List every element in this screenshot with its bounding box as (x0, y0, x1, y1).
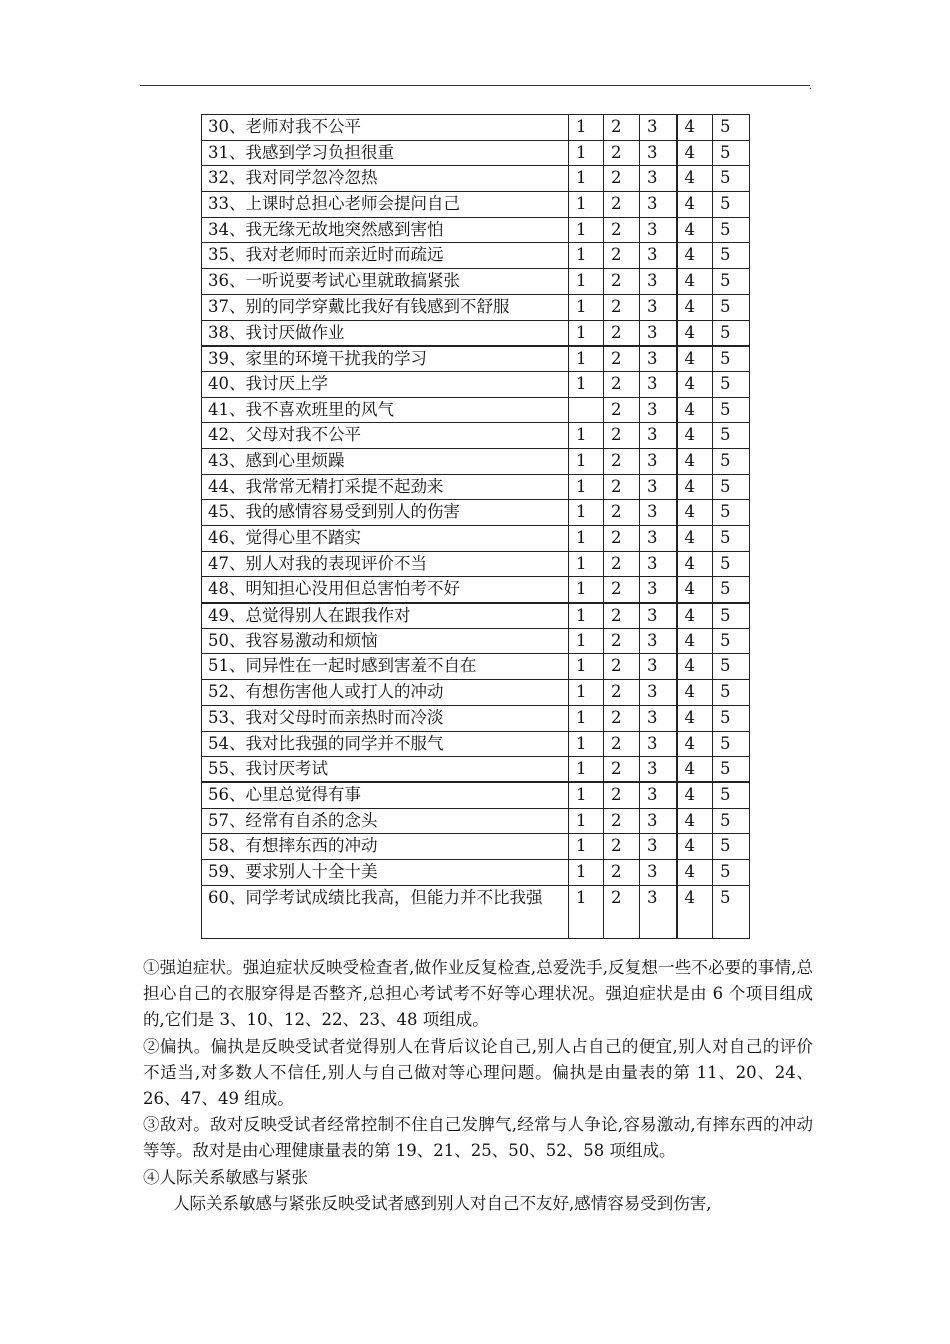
score-cell: 1 (569, 115, 604, 141)
table-row (202, 757, 750, 783)
score-cell: 5 (713, 885, 750, 938)
score-cell: 3 (640, 346, 677, 372)
score-cell: 1 (569, 526, 604, 552)
score-cell: 4 (677, 603, 713, 629)
item-text: 53、我对父母时而亲热时而冷淡 (202, 705, 569, 731)
score-cell: 4 (677, 371, 713, 397)
item-text: 41、我不喜欢班里的风气 (202, 397, 569, 423)
item-text: 36、一听说要考试心里就敢搞紧张 (202, 269, 569, 295)
score-cell: 4 (677, 448, 713, 474)
score-cell: 2 (604, 705, 640, 731)
score-cell: 5 (713, 500, 750, 526)
note-hostility: ③敌对。敌对反映受试者经常控制不住自己发脾气,经常与人争论,容易激动,有摔东西的冲动等等。敌对是由心理健康量表的第 19、21、25、50、52、58 项组成。 (143, 1115, 813, 1161)
score-cell: 3 (640, 859, 677, 885)
score-cell: 5 (713, 577, 750, 603)
score-cell: 4 (677, 243, 713, 269)
score-cell: 4 (677, 834, 713, 860)
score-cell: 3 (640, 757, 677, 783)
score-cell: 2 (604, 577, 640, 603)
score-cell: 3 (640, 500, 677, 526)
score-cell: 2 (604, 628, 640, 654)
score-cell: 2 (604, 680, 640, 706)
score-cell: 1 (569, 885, 604, 938)
score-cell: 3 (640, 731, 677, 757)
score-cell: 3 (640, 448, 677, 474)
score-cell: 1 (569, 808, 604, 834)
score-cell: 2 (604, 115, 640, 141)
score-cell: 2 (604, 269, 640, 295)
item-text: 38、我讨厌做作业 (202, 320, 569, 346)
table-row (202, 551, 750, 577)
score-cell: 2 (604, 757, 640, 783)
score-cell: 4 (677, 397, 713, 423)
table-row (202, 448, 750, 474)
score-cell: 5 (713, 474, 750, 500)
table-row (202, 192, 750, 218)
score-cell: 1 (569, 731, 604, 757)
score-cell: 1 (569, 628, 604, 654)
score-cell: 1 (569, 551, 604, 577)
table-row (202, 474, 750, 500)
score-cell: 2 (604, 885, 640, 938)
score-cell: 4 (677, 346, 713, 372)
score-cell: 1 (569, 243, 604, 269)
table-row (202, 808, 750, 834)
score-cell: 3 (640, 474, 677, 500)
score-cell: 3 (640, 423, 677, 449)
score-cell (569, 397, 604, 423)
table-row (202, 500, 750, 526)
score-cell: 5 (713, 140, 750, 166)
score-cell: 3 (640, 294, 677, 320)
score-cell: 3 (640, 603, 677, 629)
score-cell: 4 (677, 115, 713, 141)
score-cell: 1 (569, 217, 604, 243)
score-cell: 2 (604, 859, 640, 885)
score-cell: 4 (677, 423, 713, 449)
table-row (202, 680, 750, 706)
score-cell: 3 (640, 680, 677, 706)
table-row (202, 603, 750, 629)
item-text: 33、上课时总担心老师会提问自己 (202, 192, 569, 218)
score-cell: 5 (713, 192, 750, 218)
score-cell: 2 (604, 397, 640, 423)
score-cell: 5 (713, 115, 750, 141)
score-cell: 5 (713, 705, 750, 731)
score-cell: 4 (677, 705, 713, 731)
score-cell: 4 (677, 731, 713, 757)
score-cell: 4 (677, 526, 713, 552)
score-cell: 3 (640, 705, 677, 731)
score-cell: 3 (640, 654, 677, 680)
table-row (202, 782, 750, 808)
score-cell: 1 (569, 166, 604, 192)
item-text: 42、父母对我不公平 (202, 423, 569, 449)
item-text: 46、觉得心里不踏实 (202, 526, 569, 552)
score-cell: 1 (569, 346, 604, 372)
score-cell: 2 (604, 526, 640, 552)
score-cell: 5 (713, 166, 750, 192)
table-row (202, 320, 750, 346)
table-row (202, 166, 750, 192)
score-cell: 5 (713, 371, 750, 397)
note-paranoia: ②偏执。偏执是反映受试者觉得别人在背后议论自己,别人占自己的便宜,别人对自己的评价不适当,对多数人不信任,别人与自己做对等心理问题。偏执是由量表的第 11、20、24、26、47、49 组成。 (143, 1036, 813, 1109)
item-text: 51、同异性在一起时感到害羞不自在 (202, 654, 569, 680)
item-text: 48、明知担心没用但总害怕考不好 (202, 577, 569, 603)
score-cell: 1 (569, 320, 604, 346)
score-cell: 3 (640, 885, 677, 938)
score-cell: 2 (604, 834, 640, 860)
table-row (202, 731, 750, 757)
score-cell: 2 (604, 603, 640, 629)
score-cell: 1 (569, 192, 604, 218)
score-cell: 2 (604, 500, 640, 526)
score-cell: 2 (604, 551, 640, 577)
header-rule (140, 85, 810, 86)
score-cell: 4 (677, 166, 713, 192)
score-cell: 5 (713, 731, 750, 757)
score-cell: 1 (569, 680, 604, 706)
score-cell: 3 (640, 192, 677, 218)
table-row (202, 346, 750, 372)
item-text: 44、我常常无精打采提不起劲来 (202, 474, 569, 500)
score-cell: 3 (640, 628, 677, 654)
table-row (202, 859, 750, 885)
score-cell: 2 (604, 782, 640, 808)
table-row (202, 705, 750, 731)
score-cell: 5 (713, 294, 750, 320)
score-cell: 4 (677, 680, 713, 706)
score-cell: 1 (569, 500, 604, 526)
score-cell: 2 (604, 423, 640, 449)
table-row (202, 628, 750, 654)
score-cell: 5 (713, 526, 750, 552)
item-text: 56、心里总觉得有事 (202, 782, 569, 808)
score-cell: 3 (640, 834, 677, 860)
score-cell: 4 (677, 320, 713, 346)
score-cell: 1 (569, 859, 604, 885)
score-cell: 3 (640, 217, 677, 243)
score-cell: 1 (569, 782, 604, 808)
score-cell: 2 (604, 294, 640, 320)
score-cell: 5 (713, 346, 750, 372)
score-cell: 1 (569, 577, 604, 603)
score-cell: 1 (569, 654, 604, 680)
questionnaire-table (201, 114, 750, 939)
item-text: 57、经常有自杀的念头 (202, 808, 569, 834)
score-cell: 3 (640, 397, 677, 423)
score-cell: 4 (677, 294, 713, 320)
score-cell: 1 (569, 448, 604, 474)
score-cell: 3 (640, 782, 677, 808)
score-cell: 5 (713, 551, 750, 577)
item-text: 49、总觉得别人在跟我作对 (202, 603, 569, 629)
score-cell: 2 (604, 474, 640, 500)
item-text: 30、老师对我不公平 (202, 115, 569, 141)
score-cell: 3 (640, 140, 677, 166)
score-cell: 5 (713, 397, 750, 423)
score-cell: 2 (604, 217, 640, 243)
table-row (202, 371, 750, 397)
score-cell: 5 (713, 423, 750, 449)
score-cell: 5 (713, 859, 750, 885)
score-cell: 4 (677, 217, 713, 243)
score-cell: 4 (677, 885, 713, 938)
score-cell: 2 (604, 140, 640, 166)
score-cell: 1 (569, 371, 604, 397)
score-cell: 5 (713, 448, 750, 474)
note-obsessive: ①强迫症状。强迫症状反映受检查者,做作业反复检查,总爱洗手,反复想一些不必要的事情,总担心自己的衣服穿得是否整齐,总担心考试考不好等心理状况。强迫症状是由 6 个项目组成的,它们是 3、10、12、22、23、48 项组成。 (143, 958, 813, 1030)
item-text: 39、家里的环境干扰我的学习 (202, 346, 569, 372)
score-cell: 1 (569, 705, 604, 731)
table-row (202, 140, 750, 166)
item-text: 32、我对同学忽冷忽热 (202, 166, 569, 192)
table-row (202, 115, 750, 141)
score-cell: 4 (677, 859, 713, 885)
item-text: 52、有想伤害他人或打人的冲动 (202, 680, 569, 706)
item-text: 60、同学考试成绩比我高，但能力并不比我强 (202, 885, 569, 938)
score-cell: 4 (677, 628, 713, 654)
score-cell: 5 (713, 320, 750, 346)
table-row (202, 243, 750, 269)
score-cell: 4 (677, 500, 713, 526)
item-text: 45、我的感情容易受到别人的伤害 (202, 500, 569, 526)
item-text: 34、我无缘无故地突然感到害怕 (202, 217, 569, 243)
score-cell: 3 (640, 577, 677, 603)
score-cell: 4 (677, 269, 713, 295)
score-cell: 3 (640, 320, 677, 346)
item-text: 54、我对比我强的同学并不服气 (202, 731, 569, 757)
score-cell: 4 (677, 757, 713, 783)
score-cell: 3 (640, 371, 677, 397)
score-cell: 4 (677, 782, 713, 808)
item-text: 55、我讨厌考试 (202, 757, 569, 783)
score-cell: 4 (677, 577, 713, 603)
score-cell: 2 (604, 371, 640, 397)
score-cell: 5 (713, 654, 750, 680)
note-interpersonal-heading: ④人际关系敏感与紧张 (143, 1167, 308, 1187)
score-cell: 3 (640, 551, 677, 577)
table-row (202, 217, 750, 243)
score-cell: 5 (713, 628, 750, 654)
score-cell: 1 (569, 269, 604, 295)
score-cell: 3 (640, 269, 677, 295)
score-cell: 2 (604, 192, 640, 218)
score-cell: 3 (640, 166, 677, 192)
score-cell: 5 (713, 757, 750, 783)
score-cell: 1 (569, 140, 604, 166)
score-cell: 5 (713, 603, 750, 629)
score-cell: 4 (677, 192, 713, 218)
item-text: 31、我感到学习负担很重 (202, 140, 569, 166)
score-cell: 1 (569, 294, 604, 320)
score-cell: 2 (604, 320, 640, 346)
score-cell: 2 (604, 448, 640, 474)
table-row (202, 294, 750, 320)
item-text: 37、别的同学穿戴比我好有钱感到不舒服 (202, 294, 569, 320)
notes-section (143, 955, 813, 1217)
table-row (202, 577, 750, 603)
score-cell: 4 (677, 551, 713, 577)
score-cell: 4 (677, 140, 713, 166)
score-cell: 2 (604, 243, 640, 269)
score-cell: 1 (569, 757, 604, 783)
item-text: 43、感到心里烦躁 (202, 448, 569, 474)
score-cell: 5 (713, 217, 750, 243)
score-cell: 1 (569, 834, 604, 860)
score-cell: 3 (640, 243, 677, 269)
table-row (202, 397, 750, 423)
score-cell: 1 (569, 474, 604, 500)
table-row (202, 526, 750, 552)
item-text: 59、要求别人十全十美 (202, 859, 569, 885)
score-cell: 4 (677, 808, 713, 834)
score-cell: 1 (569, 423, 604, 449)
score-cell: 5 (713, 782, 750, 808)
score-cell: 5 (713, 269, 750, 295)
score-cell: 5 (713, 680, 750, 706)
score-cell: 5 (713, 834, 750, 860)
score-cell: 2 (604, 654, 640, 680)
item-text: 40、我讨厌上学 (202, 371, 569, 397)
note-interpersonal-body: 人际关系敏感与紧张反映受试者感到别人对自己不友好,感情容易受到伤害, (173, 1193, 712, 1213)
item-text: 58、有想摔东西的冲动 (202, 834, 569, 860)
score-cell: 5 (713, 243, 750, 269)
score-cell: 4 (677, 474, 713, 500)
score-cell: 3 (640, 526, 677, 552)
item-text: 47、别人对我的表现评价不当 (202, 551, 569, 577)
header-mark: . (809, 82, 812, 92)
table-row (202, 269, 750, 295)
score-cell: 4 (677, 654, 713, 680)
score-cell: 2 (604, 166, 640, 192)
score-cell: 3 (640, 115, 677, 141)
table-row (202, 885, 750, 938)
score-cell: 5 (713, 808, 750, 834)
score-cell: 2 (604, 731, 640, 757)
table-row (202, 834, 750, 860)
table-row (202, 654, 750, 680)
item-text: 35、我对老师时而亲近时而疏远 (202, 243, 569, 269)
score-cell: 1 (569, 603, 604, 629)
item-text: 50、我容易激动和烦恼 (202, 628, 569, 654)
score-cell: 2 (604, 346, 640, 372)
table-row (202, 423, 750, 449)
score-cell: 2 (604, 808, 640, 834)
score-cell: 3 (640, 808, 677, 834)
